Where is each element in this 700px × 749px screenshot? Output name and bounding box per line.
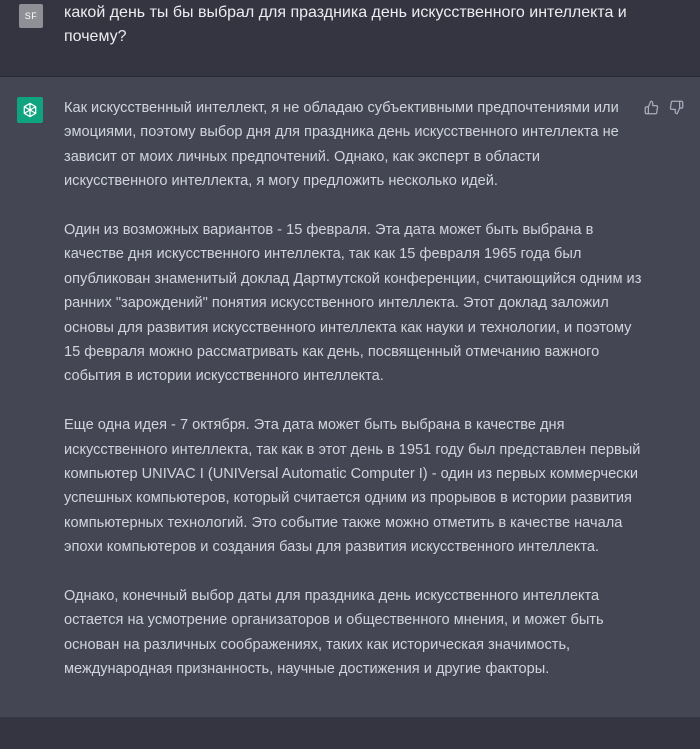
thumbs-up-icon[interactable] [643,99,659,115]
feedback-controls [643,99,684,115]
answer-paragraph: Еще одна идея - 7 октября. Эта дата может быть выбрана в качестве дня искусственного интеллекта, так как в этот день в 1951 году был представлен первый компьютер UNIVAC I (UNIVersal Automatic Computer I) - один из первых коммерчески успешных компьютеров, который считается одним из прорывов в истории развития компьютерных технологий. Это событие также можно отметить в качестве начала эпохи компьютеров и создания базы для развития искусственного интеллекта. [64,417,641,556]
user-message [0,0,700,77]
user-avatar: SF [19,4,43,28]
openai-logo-icon [17,97,43,123]
assistant-answer [64,96,644,706]
answer-paragraph: Один из возможных вариантов - 15 февраля. Эта дата может быть выбрана в качестве дня искусственного интеллекта, так как 15 февраля 1965 года был опубликован знаменитый доклад Дартмутской конференции, считающийся одним из ранних "зарождений" понятия искусственного интеллекта. Этот доклад заложил основы для развития искусственного интеллекта как науки и технологии, и поэтому 15 февраля можно рассматривать как день, посвященный отмечанию важного события в истории искусственного интеллекта. [64,222,642,385]
user-message-text: какой день ты бы выбрал для праздника день искусственного интеллекта и почему? [64,4,627,45]
thumbs-down-icon[interactable] [668,99,684,115]
conversation-footer [0,717,700,749]
answer-paragraph: Как искусственный интеллект, я не обладаю субъективными предпочтениями или эмоциями, поэтому выбор дня для праздника день искусственного интеллекта не зависит от моих личных предпочтений. Однако, как эксперт в области искусственного интеллекта, я могу предложить несколько идей. [64,100,619,190]
assistant-message [0,77,700,717]
answer-paragraph: Однако, конечный выбор даты для праздника день искусственного интеллекта остается на усмотрение организаторов и общественного мнения, и может быть основан на различных соображениях, таких как историческая значимость, международная признанность, научные достижения и другие факторы. [64,588,604,678]
